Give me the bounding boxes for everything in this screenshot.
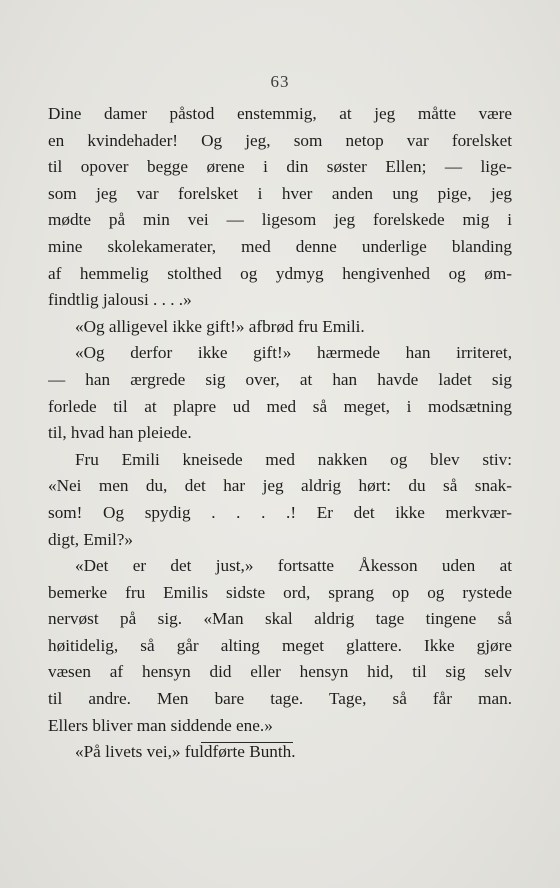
text-line: findtlig jalousi . . . .» bbox=[48, 290, 192, 310]
text-line: en kvindehader! Og jeg, som netop var forelsket bbox=[48, 130, 512, 150]
text-line: bemerke fru Emilis sidste ord, sprang op og rystede bbox=[48, 582, 512, 602]
text-line: «På livets vei,» fuldførte Bunth. bbox=[75, 742, 296, 762]
text-line: Dine damer påstod enstemmig, at jeg måtte være bbox=[48, 104, 512, 123]
text-line: til andre. Men bare tage. Tage, så får man. bbox=[48, 689, 512, 709]
text-line: som jeg var forelsket i hver anden ung pige, jeg bbox=[48, 183, 512, 203]
text-line: mine skolekamerater, med denne underlige blanding bbox=[48, 236, 512, 256]
page-body-text bbox=[48, 101, 512, 766]
page-number: 63 bbox=[270, 72, 290, 91]
text-line: af hemmelig stolthed og ydmyg hengivenhed og øm- bbox=[48, 263, 512, 283]
text-line: Ellers bliver man siddende ene.» bbox=[48, 715, 273, 735]
text-line: forlede til at plapre ud med så meget, i modsætning bbox=[48, 396, 512, 416]
text-line: «Det er det just,» fortsatte Åkesson uden at bbox=[75, 556, 512, 576]
text-line: «Nei men du, det har jeg aldrig hørt: du så snak- bbox=[48, 476, 512, 496]
text-line: til, hvad han pleiede. bbox=[48, 423, 192, 443]
text-line: som! Og spydig . . . .! Er det ikke merkvær- bbox=[48, 502, 512, 522]
section-divider bbox=[201, 742, 293, 743]
text-line: «Og derfor ikke gift!» hærmede han irriteret, bbox=[75, 343, 512, 363]
text-line: til opover begge ørene i din søster Ellen; — lige- bbox=[48, 157, 512, 177]
text-line: — han ærgrede sig over, at han havde ladet sig bbox=[48, 369, 512, 389]
text-line: mødte på min vei — ligesom jeg forelskede mig i bbox=[48, 210, 512, 230]
text-line: høitidelig, så går alting meget glattere. Ikke gjøre bbox=[48, 635, 512, 655]
text-line: digt, Emil?» bbox=[48, 529, 133, 549]
text-line: væsen af hensyn did eller hensyn hid, til sig selv bbox=[48, 662, 512, 682]
text-line: nervøst på sig. «Man skal aldrig tage tingene så bbox=[48, 609, 512, 629]
text-line: «Og alligevel ikke gift!» afbrød fru Emili. bbox=[75, 316, 365, 336]
text-line: Fru Emili kneisede med nakken og blev stiv: bbox=[75, 449, 512, 469]
